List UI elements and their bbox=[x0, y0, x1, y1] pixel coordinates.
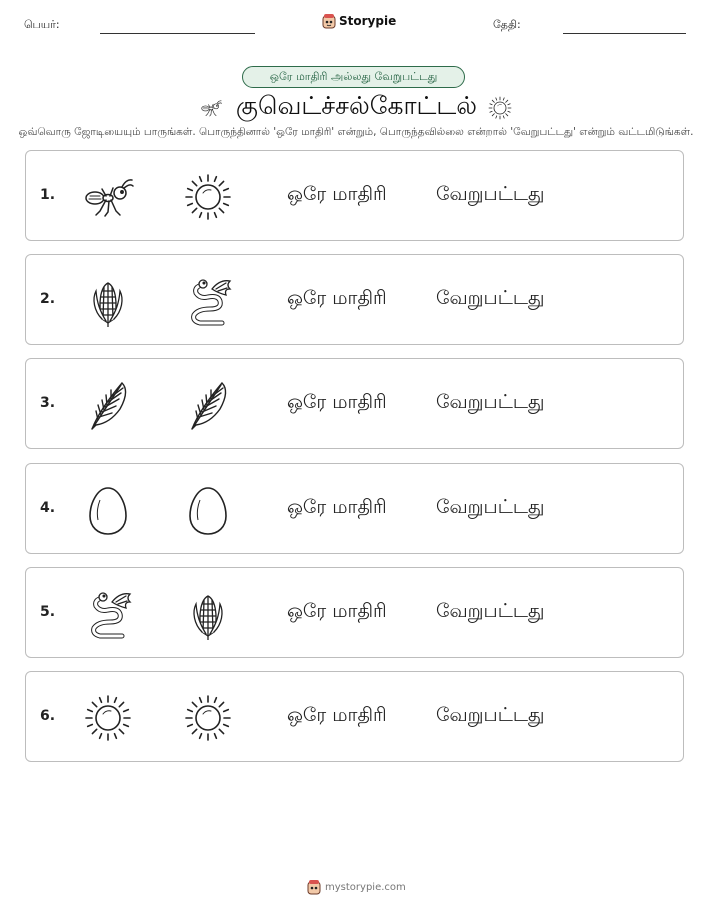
question-row-6 bbox=[25, 671, 684, 762]
page-title: குவெட்ச்சல்கோட்டல் bbox=[235, 91, 478, 120]
instructions: ஒவ்வொரு ஜோடியையும் பாருங்கள். பொருந்தினால் 'ஒரே மாதிரி' என்றும், பொருந்தவில்லை என்றால் 'வேறுபட்டது' என்றும் வட்டமிடுங்கள். bbox=[18, 126, 694, 138]
brand bbox=[322, 13, 396, 29]
sun-icon bbox=[182, 171, 234, 223]
brand-name: Storypie bbox=[339, 14, 397, 28]
name-label: பெயர்: bbox=[24, 18, 60, 31]
option-different[interactable]: வேறுபட்டது bbox=[436, 391, 545, 413]
corn-icon bbox=[182, 588, 234, 640]
question-number: 1. bbox=[40, 187, 56, 203]
egg-icon bbox=[82, 484, 134, 536]
feathered-snake-icon bbox=[182, 275, 234, 327]
option-same[interactable]: ஒரே மாதிரி bbox=[287, 391, 387, 413]
question-number: 6. bbox=[40, 708, 56, 724]
option-same[interactable]: ஒரே மாதிரி bbox=[287, 183, 387, 205]
sun-icon bbox=[82, 692, 134, 744]
ant-icon bbox=[82, 171, 134, 223]
ant-icon bbox=[196, 97, 226, 119]
question-row-5 bbox=[25, 567, 684, 658]
option-different[interactable]: வேறுபட்டது bbox=[436, 600, 545, 622]
option-same[interactable]: ஒரே மாதிரி bbox=[287, 287, 387, 309]
question-row-2 bbox=[25, 254, 684, 345]
option-different[interactable]: வேறுபட்டது bbox=[436, 704, 545, 726]
storypie-logo-icon bbox=[307, 879, 321, 895]
option-different[interactable]: வேறுபட்டது bbox=[436, 183, 545, 205]
date-label: தேதி: bbox=[493, 18, 521, 31]
question-row-4 bbox=[25, 463, 684, 554]
option-same[interactable]: ஒரே மாதிரி bbox=[287, 496, 387, 518]
subtitle-badge: ஒரே மாதிரி அல்லது வேறுபட்டது bbox=[242, 66, 465, 88]
option-different[interactable]: வேறுபட்டது bbox=[436, 287, 545, 309]
option-same[interactable]: ஒரே மாதிரி bbox=[287, 704, 387, 726]
feather-icon bbox=[82, 379, 134, 431]
feathered-snake-icon bbox=[82, 588, 134, 640]
footer-url[interactable]: mystorypie.com bbox=[325, 881, 406, 893]
title-row bbox=[0, 91, 709, 124]
sun-icon bbox=[487, 95, 513, 121]
question-number: 4. bbox=[40, 500, 56, 516]
question-number: 5. bbox=[40, 604, 56, 620]
question-number: 2. bbox=[40, 291, 56, 307]
option-same[interactable]: ஒரே மாதிரி bbox=[287, 600, 387, 622]
option-different[interactable]: வேறுபட்டது bbox=[436, 496, 545, 518]
question-row-1 bbox=[25, 150, 684, 241]
footer bbox=[307, 879, 406, 895]
egg-icon bbox=[182, 484, 234, 536]
storypie-logo-icon bbox=[322, 13, 336, 29]
feather-icon bbox=[182, 379, 234, 431]
sun-icon bbox=[182, 692, 234, 744]
date-line[interactable] bbox=[563, 33, 686, 34]
question-number: 3. bbox=[40, 395, 56, 411]
name-line[interactable] bbox=[100, 33, 255, 34]
question-row-3 bbox=[25, 358, 684, 449]
corn-icon bbox=[82, 275, 134, 327]
